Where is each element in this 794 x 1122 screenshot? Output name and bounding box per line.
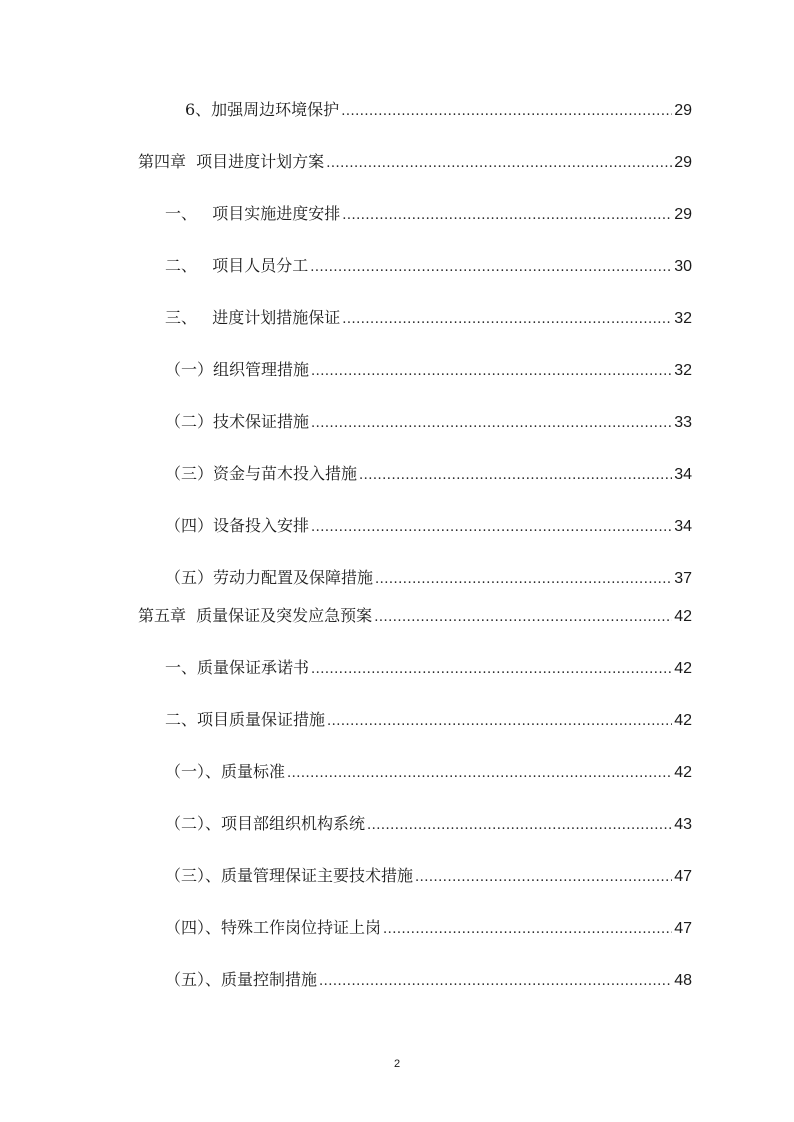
toc-entry-page: 34 (674, 518, 692, 535)
toc-entry[interactable] (165, 356, 692, 384)
toc-entry-title: （四）设备投入安排 (165, 516, 310, 535)
toc-entry-title: （五）、质量控制措施 (165, 970, 318, 989)
dot-leader (326, 150, 672, 178)
toc-entry[interactable] (165, 252, 692, 280)
toc-entry-page: 29 (674, 154, 692, 171)
dot-leader (341, 98, 672, 126)
toc-entry[interactable] (165, 966, 692, 994)
toc-entry[interactable] (138, 602, 692, 630)
dot-leader (359, 462, 672, 490)
toc-entry[interactable] (165, 460, 692, 488)
toc-entry-page: 47 (674, 920, 692, 937)
toc-entry-title: （二）技术保证措施 (165, 412, 310, 431)
toc-entry-page: 42 (674, 660, 692, 677)
toc-entry[interactable] (185, 96, 692, 124)
toc-entry-title: 二、 项目人员分工 (165, 256, 309, 275)
toc-entry-title: （三）、质量管理保证主要技术措施 (165, 866, 414, 885)
toc-entry-title: （三）资金与苗木投入措施 (165, 464, 358, 483)
toc-entry[interactable] (165, 706, 692, 734)
dot-leader (375, 566, 672, 594)
dot-leader (342, 202, 672, 230)
dot-leader (287, 760, 672, 788)
dot-leader (311, 410, 672, 438)
toc-entry-page: 33 (674, 414, 692, 431)
dot-leader (342, 306, 672, 334)
dot-leader (367, 812, 672, 840)
toc-entry[interactable] (138, 148, 692, 176)
toc-entry-title: 一、质量保证承诺书 (165, 658, 310, 677)
toc-entry-title: 一、 项目实施进度安排 (165, 204, 341, 223)
toc-entry[interactable] (165, 654, 692, 682)
toc-entry-page: 32 (674, 310, 692, 327)
toc-entry-page: 42 (674, 712, 692, 729)
toc-entry-title: （二）、项目部组织机构系统 (165, 814, 366, 833)
toc-entry-page: 29 (674, 206, 692, 223)
toc-entry-title: （一）组织管理措施 (165, 360, 310, 379)
toc-entry-page: 48 (674, 972, 692, 989)
dot-leader (374, 604, 672, 632)
toc-entry[interactable] (165, 758, 692, 786)
dot-leader (311, 656, 672, 684)
toc-entry[interactable] (165, 564, 692, 592)
toc-entry-page: 34 (674, 466, 692, 483)
dot-leader (383, 916, 672, 944)
toc-entry-page: 29 (674, 102, 692, 119)
dot-leader (327, 708, 672, 736)
toc-entry[interactable] (165, 304, 692, 332)
toc-entry-title: （四）、特殊工作岗位持证上岗 (165, 918, 382, 937)
toc-entry-title: （五）劳动力配置及保障措施 (165, 568, 374, 587)
page-number: 2 (393, 1058, 401, 1070)
toc-entry[interactable] (165, 200, 692, 228)
toc-entry[interactable] (165, 810, 692, 838)
toc-entry-page: 32 (674, 362, 692, 379)
toc-entry[interactable] (165, 408, 692, 436)
dot-leader (311, 358, 672, 386)
dot-leader (310, 254, 672, 282)
toc-entry-page: 43 (674, 816, 692, 833)
toc-entry-title: 三、 进度计划措施保证 (165, 308, 341, 327)
toc-entry[interactable] (165, 862, 692, 890)
toc-entry[interactable] (165, 512, 692, 540)
toc-entry-page: 37 (674, 570, 692, 587)
toc-entry[interactable] (165, 914, 692, 942)
toc-entry-title: （一）、质量标准 (165, 762, 286, 781)
toc-entry-title: 第四章 项目进度计划方案 (138, 152, 325, 171)
toc-entry-title: 6、加强周边环境保护 (185, 100, 340, 119)
dot-leader (415, 864, 672, 892)
toc-entry-page: 47 (674, 868, 692, 885)
toc-entry-page: 30 (674, 258, 692, 275)
toc-entry-page: 42 (674, 764, 692, 781)
toc-entry-title: 第五章 质量保证及突发应急预案 (138, 606, 373, 625)
dot-leader (311, 514, 672, 542)
toc-entry-page: 42 (674, 608, 692, 625)
toc-entry-title: 二、项目质量保证措施 (165, 710, 326, 729)
dot-leader (319, 968, 672, 996)
